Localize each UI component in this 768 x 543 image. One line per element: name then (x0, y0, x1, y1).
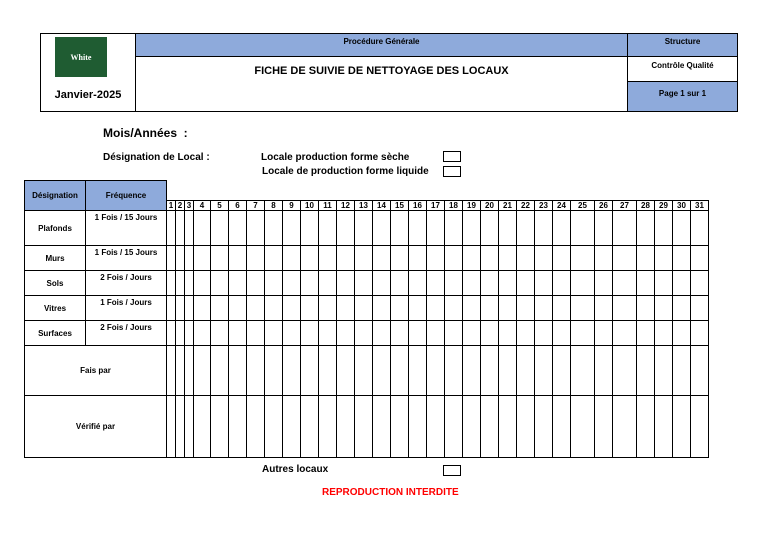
check-cell[interactable] (463, 296, 481, 321)
check-cell[interactable] (571, 211, 595, 246)
check-cell[interactable] (185, 211, 194, 246)
signature-cell[interactable] (499, 346, 517, 396)
check-cell[interactable] (194, 296, 211, 321)
row-frequence: 1 Fois / 15 Jours (86, 246, 167, 271)
check-cell[interactable] (571, 246, 595, 271)
signature-cell[interactable] (176, 346, 185, 396)
signature-cell[interactable] (337, 396, 355, 458)
check-cell[interactable] (211, 321, 229, 346)
check-cell[interactable] (517, 321, 535, 346)
check-cell[interactable] (637, 246, 655, 271)
check-cell[interactable] (571, 296, 595, 321)
check-cell[interactable] (391, 211, 409, 246)
day-header: 7 (247, 201, 265, 211)
day-header: 5 (211, 201, 229, 211)
check-cell[interactable] (637, 211, 655, 246)
signature-cell[interactable] (194, 396, 211, 458)
signature-cell[interactable] (463, 396, 481, 458)
check-cell[interactable] (691, 246, 709, 271)
check-cell[interactable] (637, 271, 655, 296)
liquid-production-checkbox[interactable] (443, 166, 461, 177)
check-cell[interactable] (391, 271, 409, 296)
check-cell[interactable] (427, 296, 445, 321)
check-cell[interactable] (176, 246, 185, 271)
check-cell[interactable] (595, 211, 613, 246)
row-frequence: 1 Fois / 15 Jours (86, 211, 167, 246)
option-dry-production: Locale production forme sèche (261, 152, 410, 163)
check-cell[interactable] (637, 296, 655, 321)
check-cell[interactable] (673, 271, 691, 296)
check-cell[interactable] (409, 271, 427, 296)
row-frequence: 2 Fois / Jours (86, 321, 167, 346)
table-row (25, 211, 709, 246)
day-header: 3 (185, 201, 194, 211)
check-cell[interactable] (691, 296, 709, 321)
check-cell[interactable] (355, 246, 373, 271)
signature-cell[interactable] (691, 396, 709, 458)
check-cell[interactable] (535, 211, 553, 246)
signature-row (25, 346, 709, 396)
day-header: 15 (391, 201, 409, 211)
check-cell[interactable] (595, 246, 613, 271)
check-cell[interactable] (691, 271, 709, 296)
check-cell[interactable] (247, 271, 265, 296)
signature-cell[interactable] (409, 346, 427, 396)
signature-cell[interactable] (373, 396, 391, 458)
check-cell[interactable] (319, 271, 337, 296)
check-cell[interactable] (673, 296, 691, 321)
day-header: 17 (427, 201, 445, 211)
check-cell[interactable] (535, 246, 553, 271)
check-cell[interactable] (194, 321, 211, 346)
signature-cell[interactable] (283, 346, 301, 396)
signature-cell[interactable] (499, 396, 517, 458)
check-cell[interactable] (283, 321, 301, 346)
signature-cell[interactable] (337, 346, 355, 396)
check-cell[interactable] (655, 211, 673, 246)
check-cell[interactable] (167, 271, 176, 296)
check-cell[interactable] (673, 211, 691, 246)
check-cell[interactable] (553, 296, 571, 321)
check-cell[interactable] (319, 211, 337, 246)
other-locals-checkbox[interactable] (443, 465, 461, 476)
check-cell[interactable] (283, 211, 301, 246)
local-designation-label: Désignation de Local : (103, 152, 210, 163)
check-cell[interactable] (229, 296, 247, 321)
day-header: 4 (194, 201, 211, 211)
signature-cell[interactable] (283, 396, 301, 458)
signature-cell[interactable] (673, 396, 691, 458)
check-cell[interactable] (373, 211, 391, 246)
signature-cell[interactable] (517, 346, 535, 396)
check-cell[interactable] (655, 271, 673, 296)
check-cell[interactable] (167, 246, 176, 271)
table-row (25, 296, 709, 321)
signature-cell[interactable] (637, 396, 655, 458)
structure-label: Structure (664, 37, 701, 46)
check-cell[interactable] (463, 246, 481, 271)
check-cell[interactable] (673, 246, 691, 271)
check-cell[interactable] (655, 296, 673, 321)
check-cell[interactable] (337, 271, 355, 296)
signature-cell[interactable] (194, 346, 211, 396)
day-header: 11 (319, 201, 337, 211)
check-cell[interactable] (265, 296, 283, 321)
check-cell[interactable] (535, 296, 553, 321)
check-cell[interactable] (499, 211, 517, 246)
check-cell[interactable] (655, 321, 673, 346)
signature-cell[interactable] (355, 346, 373, 396)
check-cell[interactable] (481, 271, 499, 296)
check-cell[interactable] (355, 271, 373, 296)
signature-cell[interactable] (185, 396, 194, 458)
day-header: 26 (595, 201, 613, 211)
row-designation: Murs (25, 246, 86, 271)
day-header: 13 (355, 201, 373, 211)
check-cell[interactable] (427, 321, 445, 346)
signature-cell[interactable] (319, 346, 337, 396)
check-cell[interactable] (167, 211, 176, 246)
signature-cell[interactable] (373, 346, 391, 396)
check-cell[interactable] (481, 296, 499, 321)
check-cell[interactable] (211, 296, 229, 321)
check-cell[interactable] (265, 211, 283, 246)
signature-cell[interactable] (301, 346, 319, 396)
check-cell[interactable] (301, 211, 319, 246)
check-cell[interactable] (481, 211, 499, 246)
signature-cell[interactable] (211, 346, 229, 396)
day-header: 30 (673, 201, 691, 211)
check-cell[interactable] (301, 321, 319, 346)
check-cell[interactable] (481, 246, 499, 271)
signature-cell[interactable] (445, 346, 463, 396)
check-cell[interactable] (247, 296, 265, 321)
signature-cell[interactable] (409, 396, 427, 458)
check-cell[interactable] (194, 211, 211, 246)
check-cell[interactable] (176, 296, 185, 321)
check-cell[interactable] (265, 271, 283, 296)
signature-cell[interactable] (517, 396, 535, 458)
check-cell[interactable] (691, 211, 709, 246)
check-cell[interactable] (391, 321, 409, 346)
signature-cell[interactable] (229, 346, 247, 396)
signature-cell[interactable] (301, 396, 319, 458)
day-header: 10 (301, 201, 319, 211)
signature-cell[interactable] (613, 396, 637, 458)
day-header: 1 (167, 201, 176, 211)
row-designation: Surfaces (25, 321, 86, 346)
signature-cell[interactable] (167, 346, 176, 396)
signature-cell[interactable] (595, 346, 613, 396)
day-header: 18 (445, 201, 463, 211)
check-cell[interactable] (176, 211, 185, 246)
check-cell[interactable] (185, 296, 194, 321)
check-cell[interactable] (571, 321, 595, 346)
day-header: 21 (499, 201, 517, 211)
check-cell[interactable] (427, 211, 445, 246)
check-cell[interactable] (229, 271, 247, 296)
check-cell[interactable] (337, 296, 355, 321)
department-label: Contrôle Qualité (651, 61, 714, 70)
check-cell[interactable] (355, 296, 373, 321)
signature-cell[interactable] (463, 346, 481, 396)
row-frequence: 2 Fois / Jours (86, 271, 167, 296)
table-row (25, 271, 709, 296)
signature-cell[interactable] (595, 396, 613, 458)
signature-cell[interactable] (553, 346, 571, 396)
check-cell[interactable] (319, 246, 337, 271)
check-cell[interactable] (301, 246, 319, 271)
signature-cell[interactable] (391, 346, 409, 396)
check-cell[interactable] (176, 321, 185, 346)
check-cell[interactable] (283, 246, 301, 271)
signature-cell[interactable] (167, 396, 176, 458)
check-cell[interactable] (613, 271, 637, 296)
check-cell[interactable] (445, 211, 463, 246)
check-cell[interactable] (499, 246, 517, 271)
check-cell[interactable] (319, 321, 337, 346)
check-cell[interactable] (499, 321, 517, 346)
check-cell[interactable] (167, 296, 176, 321)
check-cell[interactable] (355, 321, 373, 346)
day-header: 31 (691, 201, 709, 211)
signature-cell[interactable] (355, 396, 373, 458)
signature-cell[interactable] (391, 396, 409, 458)
check-cell[interactable] (391, 296, 409, 321)
signature-cell[interactable] (247, 346, 265, 396)
check-cell[interactable] (211, 271, 229, 296)
check-cell[interactable] (517, 271, 535, 296)
company-logo (55, 37, 107, 77)
procedure-label: Procédure Générale (343, 37, 420, 46)
day-header: 25 (571, 201, 595, 211)
check-cell[interactable] (211, 246, 229, 271)
check-cell[interactable] (301, 296, 319, 321)
day-header: 20 (481, 201, 499, 211)
check-cell[interactable] (247, 321, 265, 346)
done-by-label: Fais par (25, 346, 167, 396)
month-year-label: Mois/Années : (103, 126, 188, 140)
check-cell[interactable] (409, 296, 427, 321)
signature-cell[interactable] (445, 396, 463, 458)
check-cell[interactable] (553, 211, 571, 246)
day-header: 2 (176, 201, 185, 211)
check-cell[interactable] (167, 321, 176, 346)
check-cell[interactable] (185, 246, 194, 271)
day-header: 28 (637, 201, 655, 211)
day-header: 9 (283, 201, 301, 211)
check-cell[interactable] (463, 271, 481, 296)
check-cell[interactable] (595, 271, 613, 296)
check-cell[interactable] (427, 246, 445, 271)
check-cell[interactable] (185, 321, 194, 346)
check-cell[interactable] (265, 321, 283, 346)
check-cell[interactable] (185, 271, 194, 296)
check-cell[interactable] (409, 246, 427, 271)
signature-cell[interactable] (613, 346, 637, 396)
check-cell[interactable] (445, 271, 463, 296)
check-cell[interactable] (319, 296, 337, 321)
check-cell[interactable] (613, 296, 637, 321)
signature-cell[interactable] (637, 346, 655, 396)
check-cell[interactable] (481, 321, 499, 346)
check-cell[interactable] (409, 321, 427, 346)
check-cell[interactable] (247, 211, 265, 246)
check-cell[interactable] (265, 246, 283, 271)
check-cell[interactable] (247, 246, 265, 271)
check-cell[interactable] (553, 321, 571, 346)
signature-cell[interactable] (427, 346, 445, 396)
signature-cell[interactable] (655, 346, 673, 396)
checked-by-label: Vérifié par (25, 396, 167, 458)
check-cell[interactable] (517, 296, 535, 321)
check-cell[interactable] (373, 246, 391, 271)
check-cell[interactable] (553, 271, 571, 296)
check-cell[interactable] (355, 211, 373, 246)
day-header: 16 (409, 201, 427, 211)
header-spacer (167, 181, 709, 201)
row-designation: Plafonds (25, 211, 86, 246)
option-liquid-production: Locale de production forme liquide (262, 166, 429, 177)
signature-cell[interactable] (571, 396, 595, 458)
logo-text: White (70, 52, 92, 62)
check-cell[interactable] (691, 321, 709, 346)
check-cell[interactable] (613, 211, 637, 246)
check-cell[interactable] (595, 321, 613, 346)
signature-cell[interactable] (691, 346, 709, 396)
day-header: 19 (463, 201, 481, 211)
page-number: Page 1 sur 1 (658, 89, 707, 98)
check-cell[interactable] (655, 246, 673, 271)
signature-row (25, 396, 709, 458)
header-frequence: Fréquence (86, 181, 167, 211)
check-cell[interactable] (337, 211, 355, 246)
check-cell[interactable] (427, 271, 445, 296)
signature-cell[interactable] (553, 396, 571, 458)
reproduction-notice: REPRODUCTION INTERDITE (322, 487, 459, 498)
document-title: FICHE DE SUIVIE DE NETTOYAGE DES LOCAUX (254, 65, 509, 77)
check-cell[interactable] (373, 271, 391, 296)
row-designation: Sols (25, 271, 86, 296)
check-cell[interactable] (613, 321, 637, 346)
check-cell[interactable] (373, 321, 391, 346)
day-header: 14 (373, 201, 391, 211)
check-cell[interactable] (499, 296, 517, 321)
check-cell[interactable] (499, 271, 517, 296)
signature-cell[interactable] (535, 346, 553, 396)
check-cell[interactable] (463, 321, 481, 346)
day-header: 22 (517, 201, 535, 211)
check-cell[interactable] (211, 211, 229, 246)
check-cell[interactable] (391, 246, 409, 271)
signature-cell[interactable] (673, 346, 691, 396)
document-date: Janvier-2025 (54, 89, 122, 101)
check-cell[interactable] (535, 321, 553, 346)
check-cell[interactable] (445, 296, 463, 321)
check-cell[interactable] (229, 246, 247, 271)
check-cell[interactable] (337, 246, 355, 271)
check-cell[interactable] (283, 271, 301, 296)
day-header: 24 (553, 201, 571, 211)
signature-cell[interactable] (481, 346, 499, 396)
check-cell[interactable] (595, 296, 613, 321)
signature-cell[interactable] (655, 396, 673, 458)
signature-cell[interactable] (229, 396, 247, 458)
check-cell[interactable] (517, 246, 535, 271)
signature-cell[interactable] (535, 396, 553, 458)
day-header: 23 (535, 201, 553, 211)
cleaning-log-table (24, 180, 709, 458)
check-cell[interactable] (535, 271, 553, 296)
signature-cell[interactable] (265, 346, 283, 396)
check-cell[interactable] (673, 321, 691, 346)
check-cell[interactable] (553, 246, 571, 271)
header-designation: Désignation (25, 181, 86, 211)
signature-cell[interactable] (481, 396, 499, 458)
signature-cell[interactable] (185, 346, 194, 396)
check-cell[interactable] (176, 271, 185, 296)
check-cell[interactable] (409, 211, 427, 246)
day-header: 8 (265, 201, 283, 211)
check-cell[interactable] (194, 246, 211, 271)
signature-cell[interactable] (319, 396, 337, 458)
check-cell[interactable] (337, 321, 355, 346)
signature-cell[interactable] (176, 396, 185, 458)
dry-production-checkbox[interactable] (443, 151, 461, 162)
check-cell[interactable] (517, 211, 535, 246)
table-row (25, 246, 709, 271)
other-locals-label: Autres locaux (262, 464, 329, 475)
day-header: 6 (229, 201, 247, 211)
check-cell[interactable] (445, 321, 463, 346)
row-frequence: 1 Fois / Jours (86, 296, 167, 321)
check-cell[interactable] (373, 296, 391, 321)
signature-cell[interactable] (571, 346, 595, 396)
check-cell[interactable] (283, 296, 301, 321)
check-cell[interactable] (445, 246, 463, 271)
check-cell[interactable] (229, 321, 247, 346)
check-cell[interactable] (194, 271, 211, 296)
signature-cell[interactable] (211, 396, 229, 458)
table-row (25, 321, 709, 346)
check-cell[interactable] (637, 321, 655, 346)
check-cell[interactable] (463, 211, 481, 246)
check-cell[interactable] (301, 271, 319, 296)
signature-cell[interactable] (427, 396, 445, 458)
day-header: 12 (337, 201, 355, 211)
check-cell[interactable] (229, 211, 247, 246)
check-cell[interactable] (613, 246, 637, 271)
row-designation: Vitres (25, 296, 86, 321)
signature-cell[interactable] (247, 396, 265, 458)
check-cell[interactable] (571, 271, 595, 296)
day-header: 27 (613, 201, 637, 211)
signature-cell[interactable] (265, 396, 283, 458)
day-header: 29 (655, 201, 673, 211)
